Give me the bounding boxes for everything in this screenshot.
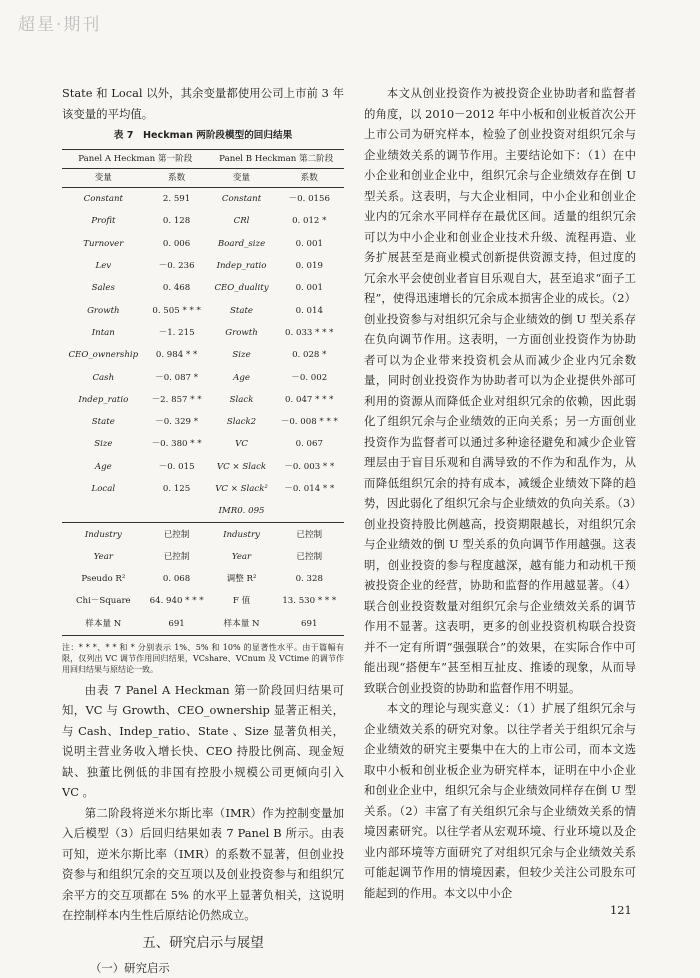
col-var-a: 变量 [62,169,145,188]
page-number: 121 [610,903,632,917]
table-variable-cell: Year [93,551,113,562]
table-variable-cell: Constant [221,194,262,205]
body-paragraph: 第二阶段将逆米尔斯比率（IMR）作为控制变量加入后模型（3）后回归结果如表 7 Panel B 所示。由表可知，逆米尔斯比率（IMR）的系数不显著，但创业投资参与和组织冗余的交互项以及创业投资参与和组织冗余平方的交互项都在 5% 的水平上显著负相关，这说明在控制样本内生性后原结论仍然成立。 [62,805,344,923]
table-value-cell: 0. 505 * * * [152,305,201,316]
subsection-heading: （一）研究启示 [90,960,170,975]
panel-a-header: Panel A Heckman 第一阶段 [62,150,209,169]
table-variable-cell: Constant [83,194,123,205]
body-paragraph: 由表 7 Panel A Heckman 第一阶段回归结果可知，VC 与 Growth、CEO_ownership 显著正相关，与 Cash、Indep_ratio、State 、Size 显著负相关，说明主营业务收入增长快、CEO 持股比例高、现金短缺、独董比例低的非国有控股小规模公司更倾向引入 VC 。 [62,682,344,800]
table-variable-cell: Age [94,461,112,472]
table-value-cell: －2. 857 * * [151,394,202,405]
table-value-cell: －0. 087 * [155,372,199,383]
table-value-cell: －0. 0156 [288,194,330,205]
table-value-cell: －0. 236 [158,261,195,272]
table-value-cell: －0. 380 * * [151,439,202,450]
table-variable-cell: Slack [229,394,254,405]
body-paragraph: 本文的理论与现实意义：（1）扩展了组织冗余与企业绩效关系的研究对象。以往学者关于组织冗余与企业绩效的研究主要集中在大的上市公司，而本文选取中小板和创业板企业为研究样本，证明在中小企业和创业企业中，组织冗余与企业绩效同样存在倒 U 型关系。（2）丰富了有关组织冗余与企业绩效关系的情境因素研究。以往学者从宏观环境、行业环境以及企业内部环境等方面研究了对组织冗余与企业绩效关系可能起调节作用的情境因素，但较少关注公司股东可能起到的作用。本文以中小企 [364,701,636,900]
page-header [0,0,700,50]
table-value-cell: 0. 001 [295,283,323,294]
table-row [62,613,344,636]
table-variable-cell: Growth [225,327,258,338]
table-value-cell: 0. 468 [162,283,191,294]
intro-text: State 和 Local 以外，其余变量都使用公司上市前 3 年该变量的平均值。 [62,86,344,121]
table-variable-cell [62,500,145,523]
table-value-cell: －0. 014 * * [284,484,335,494]
table-note: 注：* * *、* * 和 * 分别表示 1%、5% 和 10% 的显著性水平。由于篇幅有限，仅列出 VC 调节作用回归结果，VCshare、VCnum 及 VCtime 的调节作用回归结果与原结论一致。 [62,642,344,674]
col-var-b: 变量 [209,169,275,188]
table-variable-cell: Indep_ratio [216,261,267,272]
table-variable-cell: Lev [95,261,112,272]
table-row [62,456,344,478]
table-value-cell: 0. 019 [295,261,323,272]
table-value-cell: 0. 006 [162,238,191,249]
table-row [62,478,344,500]
table-value-cell: 13. 530 * * * [282,596,337,607]
table-value-cell: －0. 008 * * * [280,417,338,428]
table-row [62,366,344,388]
table-value-cell: 0. 328 [295,574,323,585]
body-paragraph: 本文从创业投资作为被投资企业协助者和监督者的角度，以 2010－2012 年中小板和创业板首次公开上市公司为研究样本，检验了创业投资对组织冗余与企业绩效关系的调节作用。主要结论如下：（1）在中小企业和创业企业中，组织冗余与企业绩效存在倒 U 型关系。这表明，与大企业相同，中小企业和创业企业内的冗余水平同样存在最优区间。适量的组织冗余可以为中小企业和创业企业技术升级、流程再造、业务扩展甚至是商业模式创新提供资源支持，但过度的冗余水平会使创业者盲目乐观自大，甚至追求“面子工程”，使得迅速增长的冗余成本损害企业的成长。（2）创业投资参与对组织冗余与企业绩效的倒 U 型关系存在负向调节作用。这表明，一方面创业投资作为协助者可以为企业带来投资机会从而减少企业内冗余数量，同时创业投资作为协助者可以为企业提供外部可利用的资源从而降低企业对组织冗余的依赖，因此弱化了组织冗余与企业绩效的正向关系；另一方面创业投资作为监督者可以通过多种途径避免和减少企业管理层由于盲目乐观和自满导致的不作为和乱作为，从而降低组织冗余的持有成本，减缓企业绩效下降的趋势，因此弱化了组织冗余与企业绩效的负向关系。（3）创业投资持股比例越高，投资期限越长，对组织冗余与企业绩效的倒 U 型关系的负向调节作用越强。这表明，创业投资的参与程度越深，越有能力和动机干预被投资企业的经营，协助和监督的作用越显著。（4）联合创业投资数量对组织冗余与企业绩效关系的调节作用不显著。这表明，更多的创业投资机构联合投资并不一定有所谓“强强联合”的效果，在实际合作中可能出现“搭便车”甚至相互扯皮、推诿的现象，从而导致联合创业投资的协助和监督作用不明显。 [364,86,636,695]
table-row [62,433,344,455]
table-variable-cell: State [230,305,254,316]
table-row [62,255,344,277]
table-value-cell [275,500,344,523]
table-value-cell: 691 [145,613,209,636]
table-value-cell: －0. 015 [158,461,195,472]
table-row [62,299,344,321]
table-value-cell: 0. 033 * * * [285,327,334,338]
table-variable-cell: Slack2 [226,417,257,428]
table-value-cell: 0. 028 * [292,350,327,361]
table-variable-cell: Chi－Square [75,596,131,607]
table-variable-cell: 样本量 N [209,613,275,636]
table-title: 表 7 Heckman 两阶段模型的回归结果 [113,130,293,141]
table-row [62,411,344,433]
panel-b-header: Panel B Heckman 第二阶段 [209,150,344,169]
table-variable-cell: VC × Slack² [215,484,268,494]
table-variable-cell: Board_size [217,238,266,249]
table-value-cell: －1. 215 [158,327,195,338]
table-row [62,500,344,523]
table-value-cell: 2. 591 [162,194,191,205]
table-value-cell: 0. 012 * [292,216,327,227]
table-value-cell: 0. 014 [295,305,323,316]
regression-table [62,149,344,636]
col-coef-a: 系数 [145,169,209,188]
table-value-cell: 0. 125 [162,484,191,494]
table-row [62,210,344,232]
table-variable-cell: Size [232,350,251,361]
table-value-cell: 691 [275,613,344,636]
table-variable-cell: Growth [87,305,120,316]
table-variable-cell: Cash [92,372,115,383]
table-variable-cell: Profit [91,216,116,227]
table-variable-cell: Sales [91,283,115,294]
table-row [62,546,344,568]
table-variable-cell: Industry [209,523,275,546]
right-column [364,83,636,903]
table-variable-cell: Size [94,439,113,450]
table-variable-cell: VC [235,439,248,450]
table-variable-cell: IMR0. 095 [218,506,265,517]
table-variable-cell: 调整 R² [226,574,257,585]
table-row [62,344,344,366]
table-variable-cell: Pseudo R² [81,574,126,585]
table-variable-cell: CEO_ownership [68,350,139,361]
table-value-cell: 0. 001 [295,238,323,249]
col-coef-b: 系数 [275,169,344,188]
table-value-cell: 已控制 [163,551,190,562]
section-heading: 五、研究启示与展望 [142,934,264,951]
table-value-cell: －0. 329 * [155,417,199,428]
table-variable-cell: Year [231,551,252,562]
table-variable-cell: Turnover [83,238,124,249]
table-variable-cell: CEO_duality [214,283,269,294]
table-value-cell: 0. 068 [162,574,191,585]
table-value-cell: 已控制 [145,523,209,546]
table-value-cell: －0. 002 [291,372,328,383]
table-value-cell: 0. 067 [295,439,323,450]
table-row [62,188,344,211]
table-variable-cell: F 值 [232,596,251,607]
table-variable-cell: Indep_ratio [78,394,129,405]
journal-brand: 超星·期刊 [18,15,102,35]
table-value-cell [145,500,209,523]
table-value-cell: 0. 128 [162,216,191,227]
table-value-cell: 0. 984 * * [155,350,198,361]
table-variable-cell: Intan [91,327,115,338]
table-row [62,389,344,411]
table-row [62,590,344,612]
table-value-cell: 已控制 [296,551,323,562]
table-variable-cell: Age [233,372,250,383]
table-row [62,233,344,255]
table-variable-cell: CRl [233,216,250,227]
table-value-cell: 64. 940 * * * [149,596,204,607]
left-column [62,83,344,978]
table-row [62,523,344,546]
table-row [62,322,344,344]
table-row [62,568,344,590]
table-variable-cell: Industry [62,523,145,546]
table-value-cell: 0. 047 * * * [285,394,334,405]
table-variable-cell: 样本量 N [62,613,145,636]
table-row [62,277,344,299]
table-variable-cell: VC × Slack [216,461,267,472]
table-value-cell: 已控制 [275,523,344,546]
table-value-cell: －0. 003 * * [284,461,335,472]
table-variable-cell: State [91,417,115,428]
table-variable-cell: Local [91,484,116,494]
